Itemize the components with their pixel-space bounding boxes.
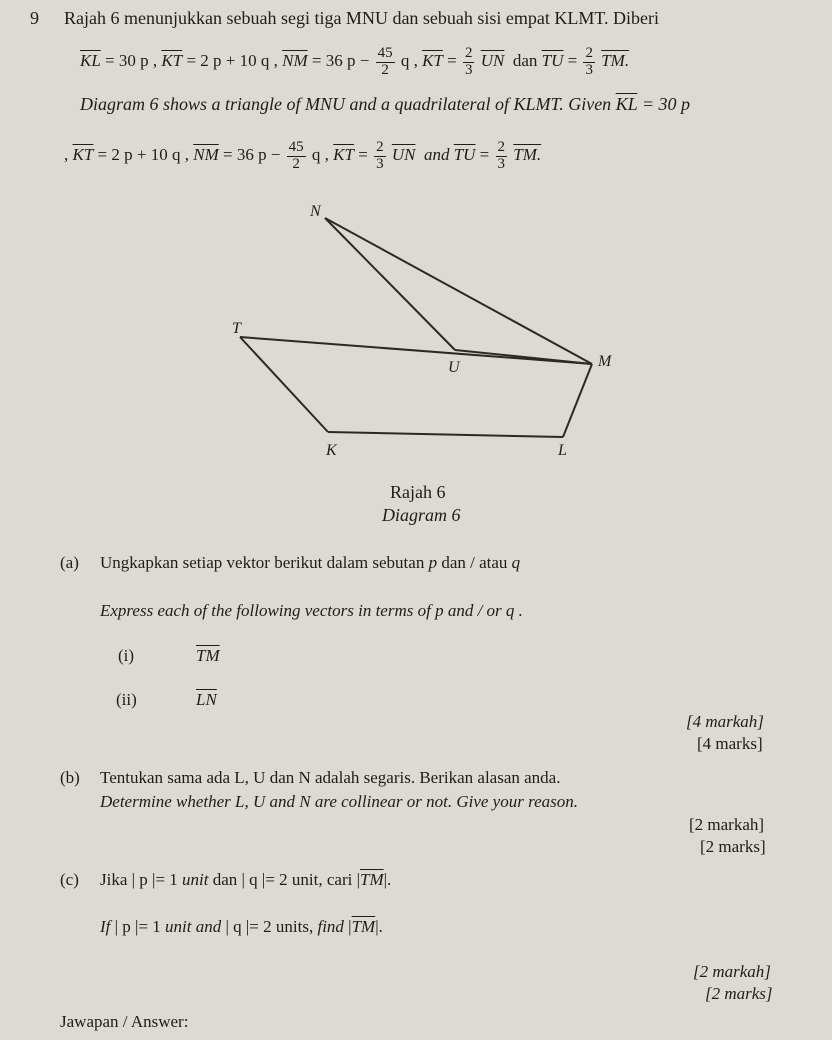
part-b-label: (b) xyxy=(60,768,80,787)
label-k: K xyxy=(326,442,337,459)
part-c-marks-en: [2 marks] xyxy=(705,984,773,1003)
edge-tk xyxy=(240,337,328,432)
part-a-text-ms: Ungkapkan setiap vektor berikut dalam sebutan p dan / atau q xyxy=(100,553,521,572)
caption-en: Diagram 6 xyxy=(382,505,461,525)
part-a-ii-label: (ii) xyxy=(116,690,137,709)
part-b-marks-en: [2 marks] xyxy=(700,837,766,856)
given-ms-line: $\overline{KL} = 30$ p , $\overline{KT} = 2$ p + 10 q , $\overline{NM} = 36$ p − $\frac{45}{2}$ q , $\overline{KT}$ = $\frac{2}{3}$ $\overline{UN}$ dan $\overline{TU}$ = $\frac{2}{3}$ TM. xyxy=(80,45,630,78)
part-c-marks-ms: [2 markah] xyxy=(693,962,771,981)
part-c-text-ms: Jika | p |= 1 unit dan | q |= 2 unit, cari $|\overline{TM}|$. xyxy=(100,870,392,889)
label-n: N xyxy=(310,203,321,220)
edge-kl xyxy=(328,432,563,437)
part-a-marks-en: [4 marks] xyxy=(697,734,763,753)
label-m: M xyxy=(598,353,612,370)
part-a-i-vector: $\overline{TM}$ xyxy=(196,646,220,665)
part-a-i-label: (i) xyxy=(118,646,135,665)
question-intro-en: Diagram 6 shows a triangle of MNU and a quadrilateral of KLMT. Given $\overline{KL} = 30$ p xyxy=(80,94,691,114)
edge-tm xyxy=(240,337,592,364)
part-c-label: (c) xyxy=(60,870,79,889)
answer-label: Jawapan / Answer: xyxy=(60,1012,189,1031)
part-a-label: (a) xyxy=(60,553,79,572)
caption-ms: Rajah 6 xyxy=(390,482,446,502)
part-b-text-en: Determine whether L, U and N are collinear or not. Give your reason. xyxy=(100,792,578,811)
label-u: U xyxy=(448,359,460,376)
label-l: L xyxy=(558,442,567,459)
part-a-ii-vector: $\overline{LN}$ xyxy=(196,690,217,709)
given-en-line: , $\overline{KT} = 2$ p + 10 q , $\overline{NM} = 36$ p − $\frac{45}{2}$ q , $\overline{KT}$ = $\frac{2}{3}$ $\overline{UN}$ and $\overline{TU}$ = $\frac{2}{3}$ TM. xyxy=(64,139,542,172)
question-number: 9 xyxy=(30,8,39,28)
diagram-6 xyxy=(0,0,832,480)
edge-lm xyxy=(563,364,592,437)
edge-nu xyxy=(325,218,455,350)
part-b-marks-ms: [2 markah] xyxy=(689,815,765,834)
label-t: T xyxy=(232,320,241,337)
edge-nm xyxy=(325,218,592,364)
question-intro-ms: Rajah 6 menunjukkan sebuah segi tiga MNU dan sebuah sisi empat KLMT. Diberi xyxy=(64,8,660,28)
part-a-text-en: Express each of the following vectors in terms of p and / or q . xyxy=(100,601,523,620)
part-b-text-ms: Tentukan sama ada L, U dan N adalah segaris. Berikan alasan anda. xyxy=(100,768,561,787)
part-c-text-en: If | p |= 1 unit and | q |= 2 units, find $|\overline{TM}|$. xyxy=(100,917,383,936)
part-a-marks-ms: [4 markah] xyxy=(686,712,764,731)
